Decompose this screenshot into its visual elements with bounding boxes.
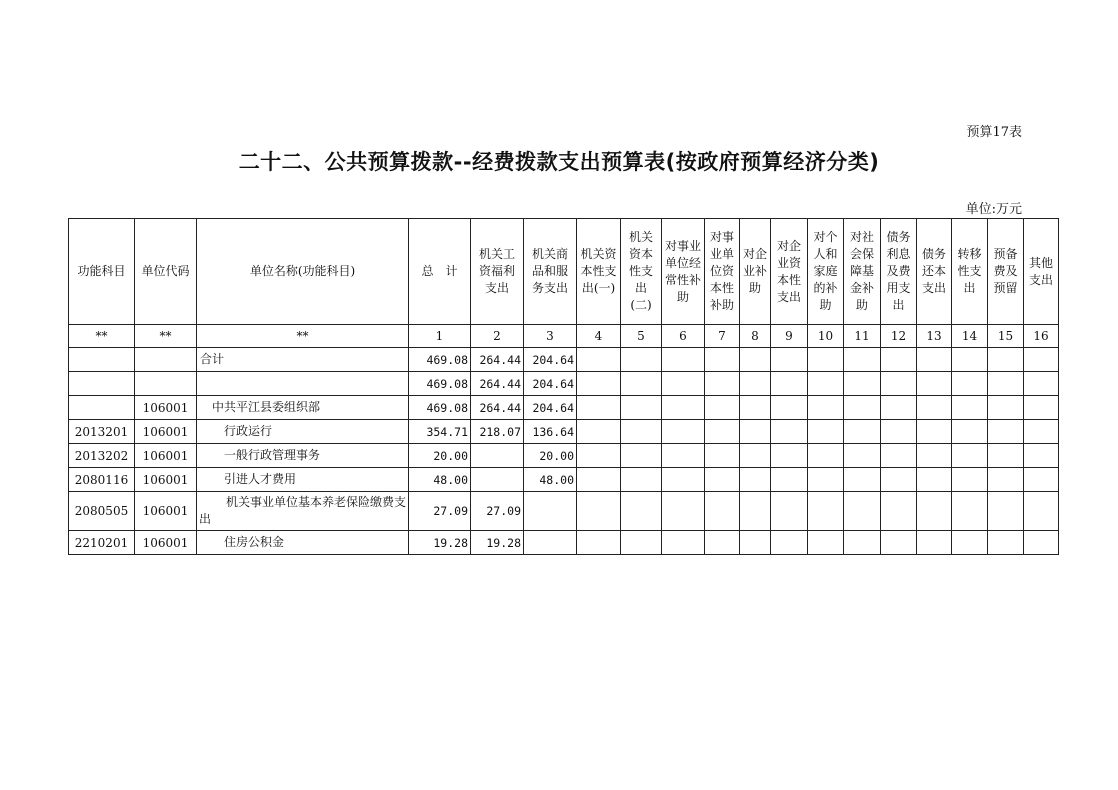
empty-cell xyxy=(740,396,771,420)
unit-name-cell: 行政运行 xyxy=(197,420,409,444)
empty-cell xyxy=(662,396,705,420)
empty-cell xyxy=(740,492,771,531)
empty-cell xyxy=(808,531,844,555)
col-2-cell: 19.28 xyxy=(471,531,524,555)
header-col-4: 机关资 本性支 出(一) xyxy=(577,219,621,325)
index-cell: 2 xyxy=(471,325,524,348)
empty-cell xyxy=(577,531,621,555)
empty-cell xyxy=(740,372,771,396)
empty-cell xyxy=(621,492,662,531)
index-row xyxy=(69,325,1059,348)
empty-cell xyxy=(952,396,988,420)
index-cell: 4 xyxy=(577,325,621,348)
empty-cell xyxy=(577,348,621,372)
header-col-8: 对企 业补 助 xyxy=(740,219,771,325)
header-col-5: 机关 资本 性支 出 (二) xyxy=(621,219,662,325)
index-cell: 5 xyxy=(621,325,662,348)
index-cell: 11 xyxy=(844,325,881,348)
empty-cell xyxy=(705,492,740,531)
table-row xyxy=(69,468,1059,492)
empty-cell xyxy=(1024,396,1059,420)
empty-cell xyxy=(621,372,662,396)
col-2-cell: 264.44 xyxy=(471,372,524,396)
unit-name-cell: 合计 xyxy=(197,348,409,372)
func-code-cell: 2210201 xyxy=(69,531,135,555)
func-code-cell xyxy=(69,396,135,420)
index-cell: 16 xyxy=(1024,325,1059,348)
func-code-cell xyxy=(69,348,135,372)
empty-cell xyxy=(844,492,881,531)
empty-cell xyxy=(771,348,808,372)
header-col-6: 对事业 单位经 常性补 助 xyxy=(662,219,705,325)
empty-cell xyxy=(662,531,705,555)
empty-cell xyxy=(1024,372,1059,396)
header-col-14: 转移 性支 出 xyxy=(952,219,988,325)
index-cell: 15 xyxy=(988,325,1024,348)
empty-cell xyxy=(621,420,662,444)
empty-cell xyxy=(662,444,705,468)
unit-code-cell: 106001 xyxy=(135,492,197,531)
empty-cell xyxy=(740,531,771,555)
col-3-cell: 20.00 xyxy=(524,444,577,468)
header-col-9: 对企 业资 本性 支出 xyxy=(771,219,808,325)
header-func-code: 功能科目 xyxy=(69,219,135,325)
index-cell: 10 xyxy=(808,325,844,348)
index-cell: 7 xyxy=(705,325,740,348)
total-cell: 469.08 xyxy=(409,348,471,372)
empty-cell xyxy=(808,348,844,372)
empty-cell xyxy=(881,492,917,531)
empty-cell xyxy=(705,396,740,420)
col-2-cell xyxy=(471,468,524,492)
col-2-cell: 264.44 xyxy=(471,396,524,420)
index-cell: 6 xyxy=(662,325,705,348)
empty-cell xyxy=(952,531,988,555)
index-cell: 13 xyxy=(917,325,952,348)
empty-cell xyxy=(844,348,881,372)
empty-cell xyxy=(881,531,917,555)
empty-cell xyxy=(577,372,621,396)
col-3-cell: 136.64 xyxy=(524,420,577,444)
empty-cell xyxy=(771,492,808,531)
table-row xyxy=(69,396,1059,420)
unit-code-cell: 106001 xyxy=(135,420,197,444)
header-unit-code: 单位代码 xyxy=(135,219,197,325)
total-cell: 48.00 xyxy=(409,468,471,492)
total-cell: 469.08 xyxy=(409,396,471,420)
total-cell: 19.28 xyxy=(409,531,471,555)
total-cell: 354.71 xyxy=(409,420,471,444)
empty-cell xyxy=(881,468,917,492)
empty-cell xyxy=(1024,348,1059,372)
empty-cell xyxy=(1024,444,1059,468)
empty-cell xyxy=(952,420,988,444)
col-3-cell: 48.00 xyxy=(524,468,577,492)
header-col-10: 对个 人和 家庭 的补 助 xyxy=(808,219,844,325)
empty-cell xyxy=(621,468,662,492)
empty-cell xyxy=(1024,531,1059,555)
total-cell: 469.08 xyxy=(409,372,471,396)
empty-cell xyxy=(917,468,952,492)
empty-cell xyxy=(662,492,705,531)
unit-code-cell xyxy=(135,372,197,396)
index-cell: 12 xyxy=(881,325,917,348)
empty-cell xyxy=(662,372,705,396)
empty-cell xyxy=(952,372,988,396)
empty-cell xyxy=(808,396,844,420)
empty-cell xyxy=(621,348,662,372)
table-row-total xyxy=(69,348,1059,372)
page-title: 二十二、公共预算拨款--经费拨款支出预算表(按政府预算经济分类) xyxy=(238,150,880,174)
empty-cell xyxy=(740,420,771,444)
index-cell: 3 xyxy=(524,325,577,348)
func-code-cell: 2080116 xyxy=(69,468,135,492)
index-cell: ** xyxy=(197,325,409,348)
empty-cell xyxy=(662,420,705,444)
col-3-cell xyxy=(524,492,577,531)
col-2-cell xyxy=(471,444,524,468)
col-2-cell: 218.07 xyxy=(471,420,524,444)
empty-cell xyxy=(771,468,808,492)
header-col-11: 对社 会保 障基 金补 助 xyxy=(844,219,881,325)
empty-cell xyxy=(740,348,771,372)
empty-cell xyxy=(771,396,808,420)
empty-cell xyxy=(844,531,881,555)
empty-cell xyxy=(844,396,881,420)
empty-cell xyxy=(771,531,808,555)
empty-cell xyxy=(808,420,844,444)
empty-cell xyxy=(988,348,1024,372)
empty-cell xyxy=(577,468,621,492)
empty-cell xyxy=(881,396,917,420)
empty-cell xyxy=(808,444,844,468)
empty-cell xyxy=(577,396,621,420)
index-cell: 14 xyxy=(952,325,988,348)
col-2-cell: 264.44 xyxy=(471,348,524,372)
col-2-cell: 27.09 xyxy=(471,492,524,531)
empty-cell xyxy=(952,492,988,531)
empty-cell xyxy=(988,420,1024,444)
empty-cell xyxy=(917,531,952,555)
unit-name-cell: 引进人才费用 xyxy=(197,468,409,492)
empty-cell xyxy=(705,468,740,492)
empty-cell xyxy=(577,492,621,531)
index-cell: 1 xyxy=(409,325,471,348)
header-col-15: 预备 费及 预留 xyxy=(988,219,1024,325)
empty-cell xyxy=(844,468,881,492)
empty-cell xyxy=(988,396,1024,420)
empty-cell xyxy=(740,444,771,468)
unit-name-cell: 中共平江县委组织部 xyxy=(197,396,409,420)
unit-code-cell: 106001 xyxy=(135,531,197,555)
empty-cell xyxy=(662,348,705,372)
col-3-cell xyxy=(524,531,577,555)
empty-cell xyxy=(705,420,740,444)
empty-cell xyxy=(662,468,705,492)
empty-cell xyxy=(952,444,988,468)
empty-cell xyxy=(1024,468,1059,492)
empty-cell xyxy=(808,468,844,492)
empty-cell xyxy=(1024,420,1059,444)
empty-cell xyxy=(705,348,740,372)
header-col-7: 对事 业单 位资 本性 补助 xyxy=(705,219,740,325)
empty-cell xyxy=(771,372,808,396)
unit-name-cell: 机关事业单位基本养老保险缴费支出 xyxy=(197,492,409,531)
empty-cell xyxy=(844,372,881,396)
empty-cell xyxy=(952,348,988,372)
header-total: 总 计 xyxy=(409,219,471,325)
empty-cell xyxy=(881,372,917,396)
empty-cell xyxy=(771,420,808,444)
empty-cell xyxy=(621,444,662,468)
empty-cell xyxy=(844,420,881,444)
func-code-cell: 2013201 xyxy=(69,420,135,444)
empty-cell xyxy=(740,468,771,492)
header-col-2: 机关工 资福利 支出 xyxy=(471,219,524,325)
empty-cell xyxy=(988,492,1024,531)
empty-cell xyxy=(705,531,740,555)
empty-cell xyxy=(577,444,621,468)
index-cell: ** xyxy=(69,325,135,348)
budget-table xyxy=(68,218,1059,555)
empty-cell xyxy=(917,372,952,396)
table-row xyxy=(69,531,1059,555)
empty-cell xyxy=(808,372,844,396)
total-cell: 27.09 xyxy=(409,492,471,531)
empty-cell xyxy=(952,468,988,492)
col-3-cell: 204.64 xyxy=(524,396,577,420)
empty-cell xyxy=(917,492,952,531)
header-row xyxy=(69,219,1059,325)
unit-name-cell xyxy=(197,372,409,396)
table-row xyxy=(69,444,1059,468)
func-code-cell: 2080505 xyxy=(69,492,135,531)
index-cell: 9 xyxy=(771,325,808,348)
header-col-16: 其他 支出 xyxy=(1024,219,1059,325)
total-cell: 20.00 xyxy=(409,444,471,468)
empty-cell xyxy=(917,444,952,468)
unit-code-cell: 106001 xyxy=(135,444,197,468)
col-3-cell: 204.64 xyxy=(524,348,577,372)
header-unit-name: 单位名称(功能科目) xyxy=(197,219,409,325)
table-row xyxy=(69,372,1059,396)
col-3-cell: 204.64 xyxy=(524,372,577,396)
empty-cell xyxy=(705,372,740,396)
func-code-cell: 2013202 xyxy=(69,444,135,468)
empty-cell xyxy=(621,396,662,420)
empty-cell xyxy=(881,444,917,468)
empty-cell xyxy=(988,531,1024,555)
empty-cell xyxy=(917,396,952,420)
empty-cell xyxy=(1024,492,1059,531)
empty-cell xyxy=(844,444,881,468)
index-cell: 8 xyxy=(740,325,771,348)
empty-cell xyxy=(881,348,917,372)
empty-cell xyxy=(988,444,1024,468)
header-col-3: 机关商 品和服 务支出 xyxy=(524,219,577,325)
index-cell: ** xyxy=(135,325,197,348)
unit-code-cell: 106001 xyxy=(135,468,197,492)
form-number: 预算17表 xyxy=(966,125,1022,140)
empty-cell xyxy=(771,444,808,468)
empty-cell xyxy=(988,468,1024,492)
func-code-cell xyxy=(69,372,135,396)
unit-label: 单位:万元 xyxy=(965,202,1022,217)
empty-cell xyxy=(881,420,917,444)
empty-cell xyxy=(705,444,740,468)
table-row xyxy=(69,492,1059,531)
unit-name-cell: 住房公积金 xyxy=(197,531,409,555)
empty-cell xyxy=(621,531,662,555)
empty-cell xyxy=(988,372,1024,396)
unit-code-cell: 106001 xyxy=(135,396,197,420)
header-col-12: 债务 利息 及费 用支 出 xyxy=(881,219,917,325)
unit-code-cell xyxy=(135,348,197,372)
table-row xyxy=(69,420,1059,444)
unit-name-cell: 一般行政管理事务 xyxy=(197,444,409,468)
empty-cell xyxy=(917,420,952,444)
header-col-13: 债务 还本 支出 xyxy=(917,219,952,325)
empty-cell xyxy=(577,420,621,444)
empty-cell xyxy=(917,348,952,372)
empty-cell xyxy=(808,492,844,531)
